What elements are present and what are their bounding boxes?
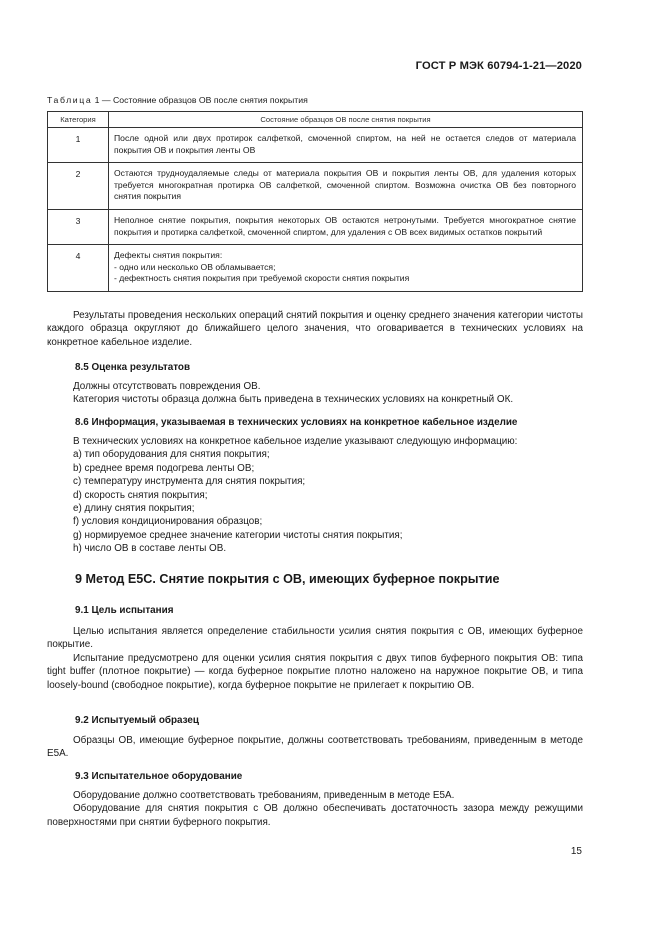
list-item: a) тип оборудования для снятия покрытия;: [73, 449, 270, 461]
table-row: [48, 209, 583, 244]
state-text: Неполное снятие покрытия, покрытия некоторых ОВ остаются нетронутыми. Требуется многократное снятие покрытия и протирка салфеткой, смоченной спиртом, для удаления с ОВ всех видимых остатков покрытий: [114, 214, 576, 237]
section-8-5-line: Категория чистоты образца должна быть приведена в технических условиях на конкретный ОК.: [73, 394, 514, 406]
state-text: Остаются трудноудаляемые следы от материала покрытия ОВ и покрытия ленты ОВ, для удаления которых требуется многократная протирка ОВ салфеткой, смоченной спиртом. Возможна очистка ОВ без повторного снятия покрытия: [114, 168, 576, 202]
list-item: g) нормируемое среднее значение категории чистоты снятия покрытия;: [73, 529, 403, 541]
section-9-1-paragraph: Целью испытания является определение стабильности усилия снятия покрытия с ОВ, имеющих буферное покрытие.: [47, 626, 583, 651]
list-item: c) температуру инструмента для снятия покрытия;: [73, 476, 306, 488]
list-item: b) среднее время подогрева ленты ОВ;: [73, 462, 255, 474]
section-9-title: 9 Метод Е5С. Снятие покрытия с ОВ, имеющих буферное покрытие: [75, 572, 500, 586]
standard-code-header: ГОСТ Р МЭК 60794-1-21—2020: [415, 60, 582, 72]
section-8-5-title: 8.5 Оценка результатов: [75, 362, 191, 373]
list-item: e) длину снятия покрытия;: [73, 503, 195, 515]
table-caption-text: 1 — Состояние образцов ОВ после снятия покрытия: [92, 95, 308, 105]
state-text: - одно или несколько ОВ обламывается;: [114, 261, 276, 272]
section-9-1-title: 9.1 Цель испытания: [75, 605, 174, 616]
state-cell: [109, 245, 583, 292]
section-8-5-line: Должны отсутствовать повреждения ОВ.: [73, 381, 261, 392]
list-item: f) условия кондиционирования образцов;: [73, 516, 263, 528]
section-9-1-body: [47, 625, 583, 692]
category-cell: 1: [48, 128, 109, 163]
page-number: 15: [570, 846, 582, 857]
column-header-state: Состояние образцов ОВ после снятия покрытия: [109, 112, 583, 128]
state-text: - дефектность снятия покрытия при требуемой скорости снятия покрытия: [114, 273, 410, 284]
section-9-3-paragraph: Оборудование для снятия покрытия с ОВ должно обеспечивать достаточность зазора между режущими поверхностями при снятии буферного покрытия.: [47, 803, 583, 828]
section-8-6-body: [47, 435, 583, 556]
table-row: [48, 163, 583, 210]
list-item: h) число ОВ в составе ленты ОВ.: [73, 543, 227, 555]
table-row: [48, 245, 583, 292]
results-paragraph-block: [47, 309, 583, 349]
section-8-5-body: [47, 380, 583, 407]
table-header-row: [48, 112, 583, 128]
section-9-3-title: 9.3 Испытательное оборудование: [75, 771, 243, 782]
section-9-2-title: 9.2 Испытуемый образец: [75, 715, 199, 726]
category-cell: 4: [48, 245, 109, 292]
section-8-6-title: 8.6 Информация, указываемая в технических условиях на конкретное кабельное изделие: [75, 417, 518, 428]
category-cell: 2: [48, 163, 109, 210]
coating-state-table: [47, 111, 583, 292]
results-paragraph: Результаты проведения нескольких операций снятий покрытия и оценку среднего значения категории чистоты каждого образца округляют до ближайшего целого значения, что оговаривается в технических условиях на конкретное кабельное изделие.: [47, 310, 583, 348]
column-header-category: Категория: [48, 112, 109, 128]
section-8-6-intro: В технических условиях на конкретное кабельное изделие указывают следующую информацию:: [73, 436, 518, 447]
state-cell: [109, 163, 583, 210]
section-9-1-paragraph: Испытание предусмотрено для оценки усилия снятия покрытия с двух типов буферного покрытия ОВ: типа tight buffer (плотное покрытие) — когда буферное покрытие плотно наложено на наружное покрытие ОВ, и типа loosely-bound (свободное покрытие), когда буферное покрытие не прилегает к покрытию ОВ.: [47, 652, 583, 691]
section-9-3-paragraph: Оборудование должно соответствовать требованиям, приведенным в методе Е5А.: [73, 790, 455, 801]
table-caption-prefix: Таблица: [47, 95, 93, 105]
category-cell: 3: [48, 209, 109, 244]
info-list: [47, 448, 583, 555]
list-item: d) скорость снятия покрытия;: [73, 489, 208, 501]
section-9-3-body: [47, 789, 583, 829]
table-row: [48, 128, 583, 163]
section-9-2-paragraph: Образцы ОВ, имеющие буферное покрытие, должны соответствовать требованиям, приведенным в методе Е5А.: [47, 735, 583, 760]
table-caption: [47, 95, 308, 105]
section-9-2-body: [47, 734, 583, 761]
state-cell: [109, 128, 583, 163]
state-text: Дефекты снятия покрытия:: [114, 250, 223, 261]
state-text: После одной или двух протирок салфеткой, смоченной спиртом, на ней не остается следов от материала покрытия ОВ и покрытия ленты ОВ: [114, 133, 576, 155]
state-cell: [109, 209, 583, 244]
